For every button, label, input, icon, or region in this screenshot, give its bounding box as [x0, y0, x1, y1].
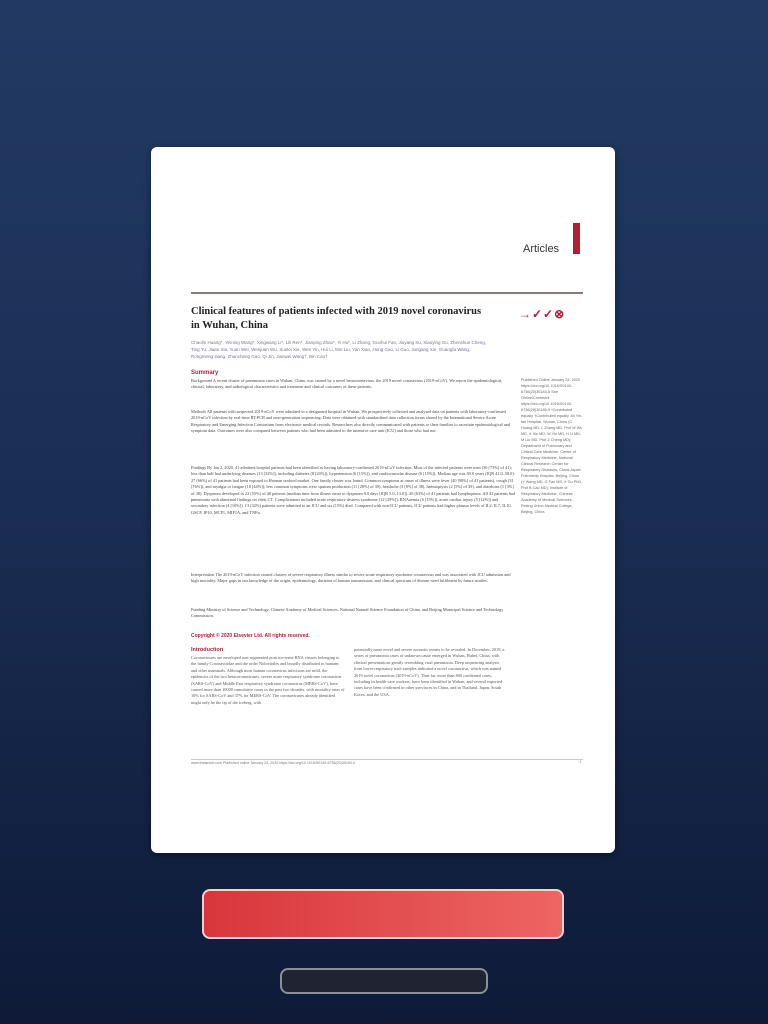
section-tag-bar: [573, 223, 580, 254]
page-number: 1: [579, 759, 582, 764]
copyright-line: Copyright © 2020 Elsevier Ltd. All rights reserved.: [191, 633, 310, 639]
methods-paragraph: Methods All patients with suspected 2019-nCoV were admitted to a designated hospital in Wuhan. We prospectively collected and analysed data on patients with laboratory-confirmed 2019-nCoV infection by real-time RT-PCR and next-generation sequencing. Data were obtained with standardised data collection forms shared by the International Severe Acute Respiratory and Emerging Infection Consortium from electronic medical records. Researchers also directly communicated with patients or their families to ascertain epidemiological and symptom data. Outcomes were also compared between patients who had been admitted to the intensive care unit (ICU) and those who had not.: [191, 409, 510, 434]
section-label: Articles: [523, 243, 560, 255]
introduction-heading: Introduction: [191, 647, 224, 653]
document-preview[interactable]: [151, 147, 615, 853]
title-rule: [191, 292, 583, 294]
findings-paragraph: Findings By Jan 2, 2020, 41 admitted hospital patients had been identified as having laboratory-confirmed 2019-nCoV infection. Most of the infected patients were men (30 [73%] of 41); less than half had underlying diseases (13 [32%]), including diabetes (8 [20%]), hypertension (6 [15%]), and cardiovascular disease (6 [15%]). Median age was 49.0 years (IQR 41.0–58.0). 27 (66%) of 41 patients had been exposed to Huanan seafood market. One family cluster was found. Common symptoms at onset of illness were fever (40 [98%] of 41 patients), cough (31 [76%]), and myalgia or fatigue (18 [44%]); less common symptoms were sputum production (11 [28%] of 39), headache (3 [8%] of 38), haemoptysis (2 [5%] of 39), and diarrhoea (1 [3%] of 38). Dyspnoea developed in 22 (55%) of 40 patients (median time from illness onset to dyspnoea 8.0 days [IQR 5.0–13.0]). 26 (63%) of 41 patients had lymphopenia. All 41 patients had pneumonia with abnormal findings on chest CT. Complications included acute respiratory distress syndrome (12 [29%]), RNAaemia (6 [15%]), acute cardiac injury (5 [12%]) and secondary infection (4 [10%]). 13 (32%) patients were admitted to an ICU and six (15%) died. Compared with non-ICU patients, ICU patients had higher plasma levels of IL2, IL7, IL10, GSCF, IP10, MCP1, MIP1A, and TNFα.: [191, 465, 515, 515]
article-sidebar: Published Online January 24, 2020 https://doi.org/10.1016/S0140-6736(20)30183-5 See Online/Comment https://doi.org/10.1016/S0140-6736(20)30185-9 *Contributed equally †Contributed equally Jin Yin-tan Hospital, Wuhan, China (C Huang MD, L Zhang MD, Prof W Wu MD, X Xie MD, W Yin MD, H Li MD, M Liu MD, Prof Z Cheng MD); Department of Pulmonary and Critical Care Medicine, Center of Respiratory Medicine, National Clinical Research Center for Respiratory Diseases, China-Japan Friendship Hospital, Beijing, China (Y Wang MD, G Fan MS, X Gu PhD, Prof B Cao MD); Institute of Respiratory Medicine, Chinese Academy of Medical Sciences, Peking Union Medical College, Beijing, China: [521, 378, 583, 514]
introduction-column-2: potentially more novel and severe zoonotic events to be revealed. In December, 2019, a series of pneumonia cases of unknown cause emerged in Wuhan, Hubei, China, with clinical presentations greatly resembling viral pneumonia. Deep sequencing analysis from lower respiratory tract samples indicated a novel coronavirus, which was named 2019 novel coronavirus (2019-nCoV). Thus far, more than 800 confirmed cases, including in health-care workers, have been identified in Wuhan, and several exported cases have been confirmed in other provinces in China, and in Thailand, Japan, South Korea, and the USA.: [354, 647, 505, 697]
primary-action-button[interactable]: [202, 889, 564, 939]
background-paragraph: Background A recent cluster of pneumonia cases in Wuhan, China, was caused by a novel betacoronavirus, the 2019 novel coronavirus (2019-nCoV). We report the epidemiological, clinical, laboratory, and radiological characteristics and treatment and clinical outcomes of these patients.: [191, 378, 503, 390]
footer-text: www.thelancet.com Published online January 24, 2020 https://doi.org/10.1016/S0140-6736(20)30183-5: [191, 761, 356, 765]
crossmark-logo-icon: →✓✓⊗: [519, 307, 566, 321]
interpretation-paragraph: Interpretation The 2019-nCoV infection caused clusters of severe respiratory illness similar to severe acute respiratory syndrome coronavirus and was associated with ICU admission and high mortality. Major gaps in our knowledge of the origin, epidemiology, duration of human transmission, and clinical spectrum of disease need fulfilment by future studies.: [191, 572, 511, 584]
footer-rule: [191, 759, 583, 760]
funding-paragraph: Funding Ministry of Science and Technology, Chinese Academy of Medical Sciences, National Natural Science Foundation of China, and Beijing Municipal Science and Technology Commission.: [191, 607, 504, 619]
paper-title: Clinical features of patients infected with 2019 novel coronavirus in Wuhan, China: [191, 306, 482, 331]
author-list: Chaolin Huang*, Yeming Wang*, Xingwang Li*, Lili Ren*, Jianping Zhao*, Yi Hu*, Li Zhang, Guohui Fan, Jiuyang Xu, Xiaoying Gu, Zhenshun Cheng, Ting Yu, Jiaan Xia, Yuan Wei, Wenjuan Wu, Xuelei Xie, Wen Yin, Hui Li, Min Liu, Yan Xiao, Hong Gao, Li Guo, Jungang Xie, Guangfa Wang, Rongmeng Jiang, Zhancheng Gao, Qi Jin, Jianwei Wang†, Bin Cao†: [191, 340, 487, 359]
secondary-action-button[interactable]: [280, 968, 488, 994]
introduction-column-1: Coronaviruses are enveloped non-segmented positive-sense RNA viruses belonging to the family Coronaviridae and the order Nidovirales and broadly distributed in humans and other mammals. Although most human coronavirus infections are mild, the epidemics of the two betacoronaviruses, severe acute respiratory syndrome coronavirus (SARS-CoV) and Middle East respiratory syndrome coronavirus (MERS-CoV), have caused more than 10000 cumulative cases in the past two decades, with mortality rates of 10% for SARS-CoV and 37% for MERS-CoV. The coronaviruses already identified might only be the tip of the iceberg, with: [191, 655, 345, 705]
summary-heading: Summary: [191, 370, 219, 376]
